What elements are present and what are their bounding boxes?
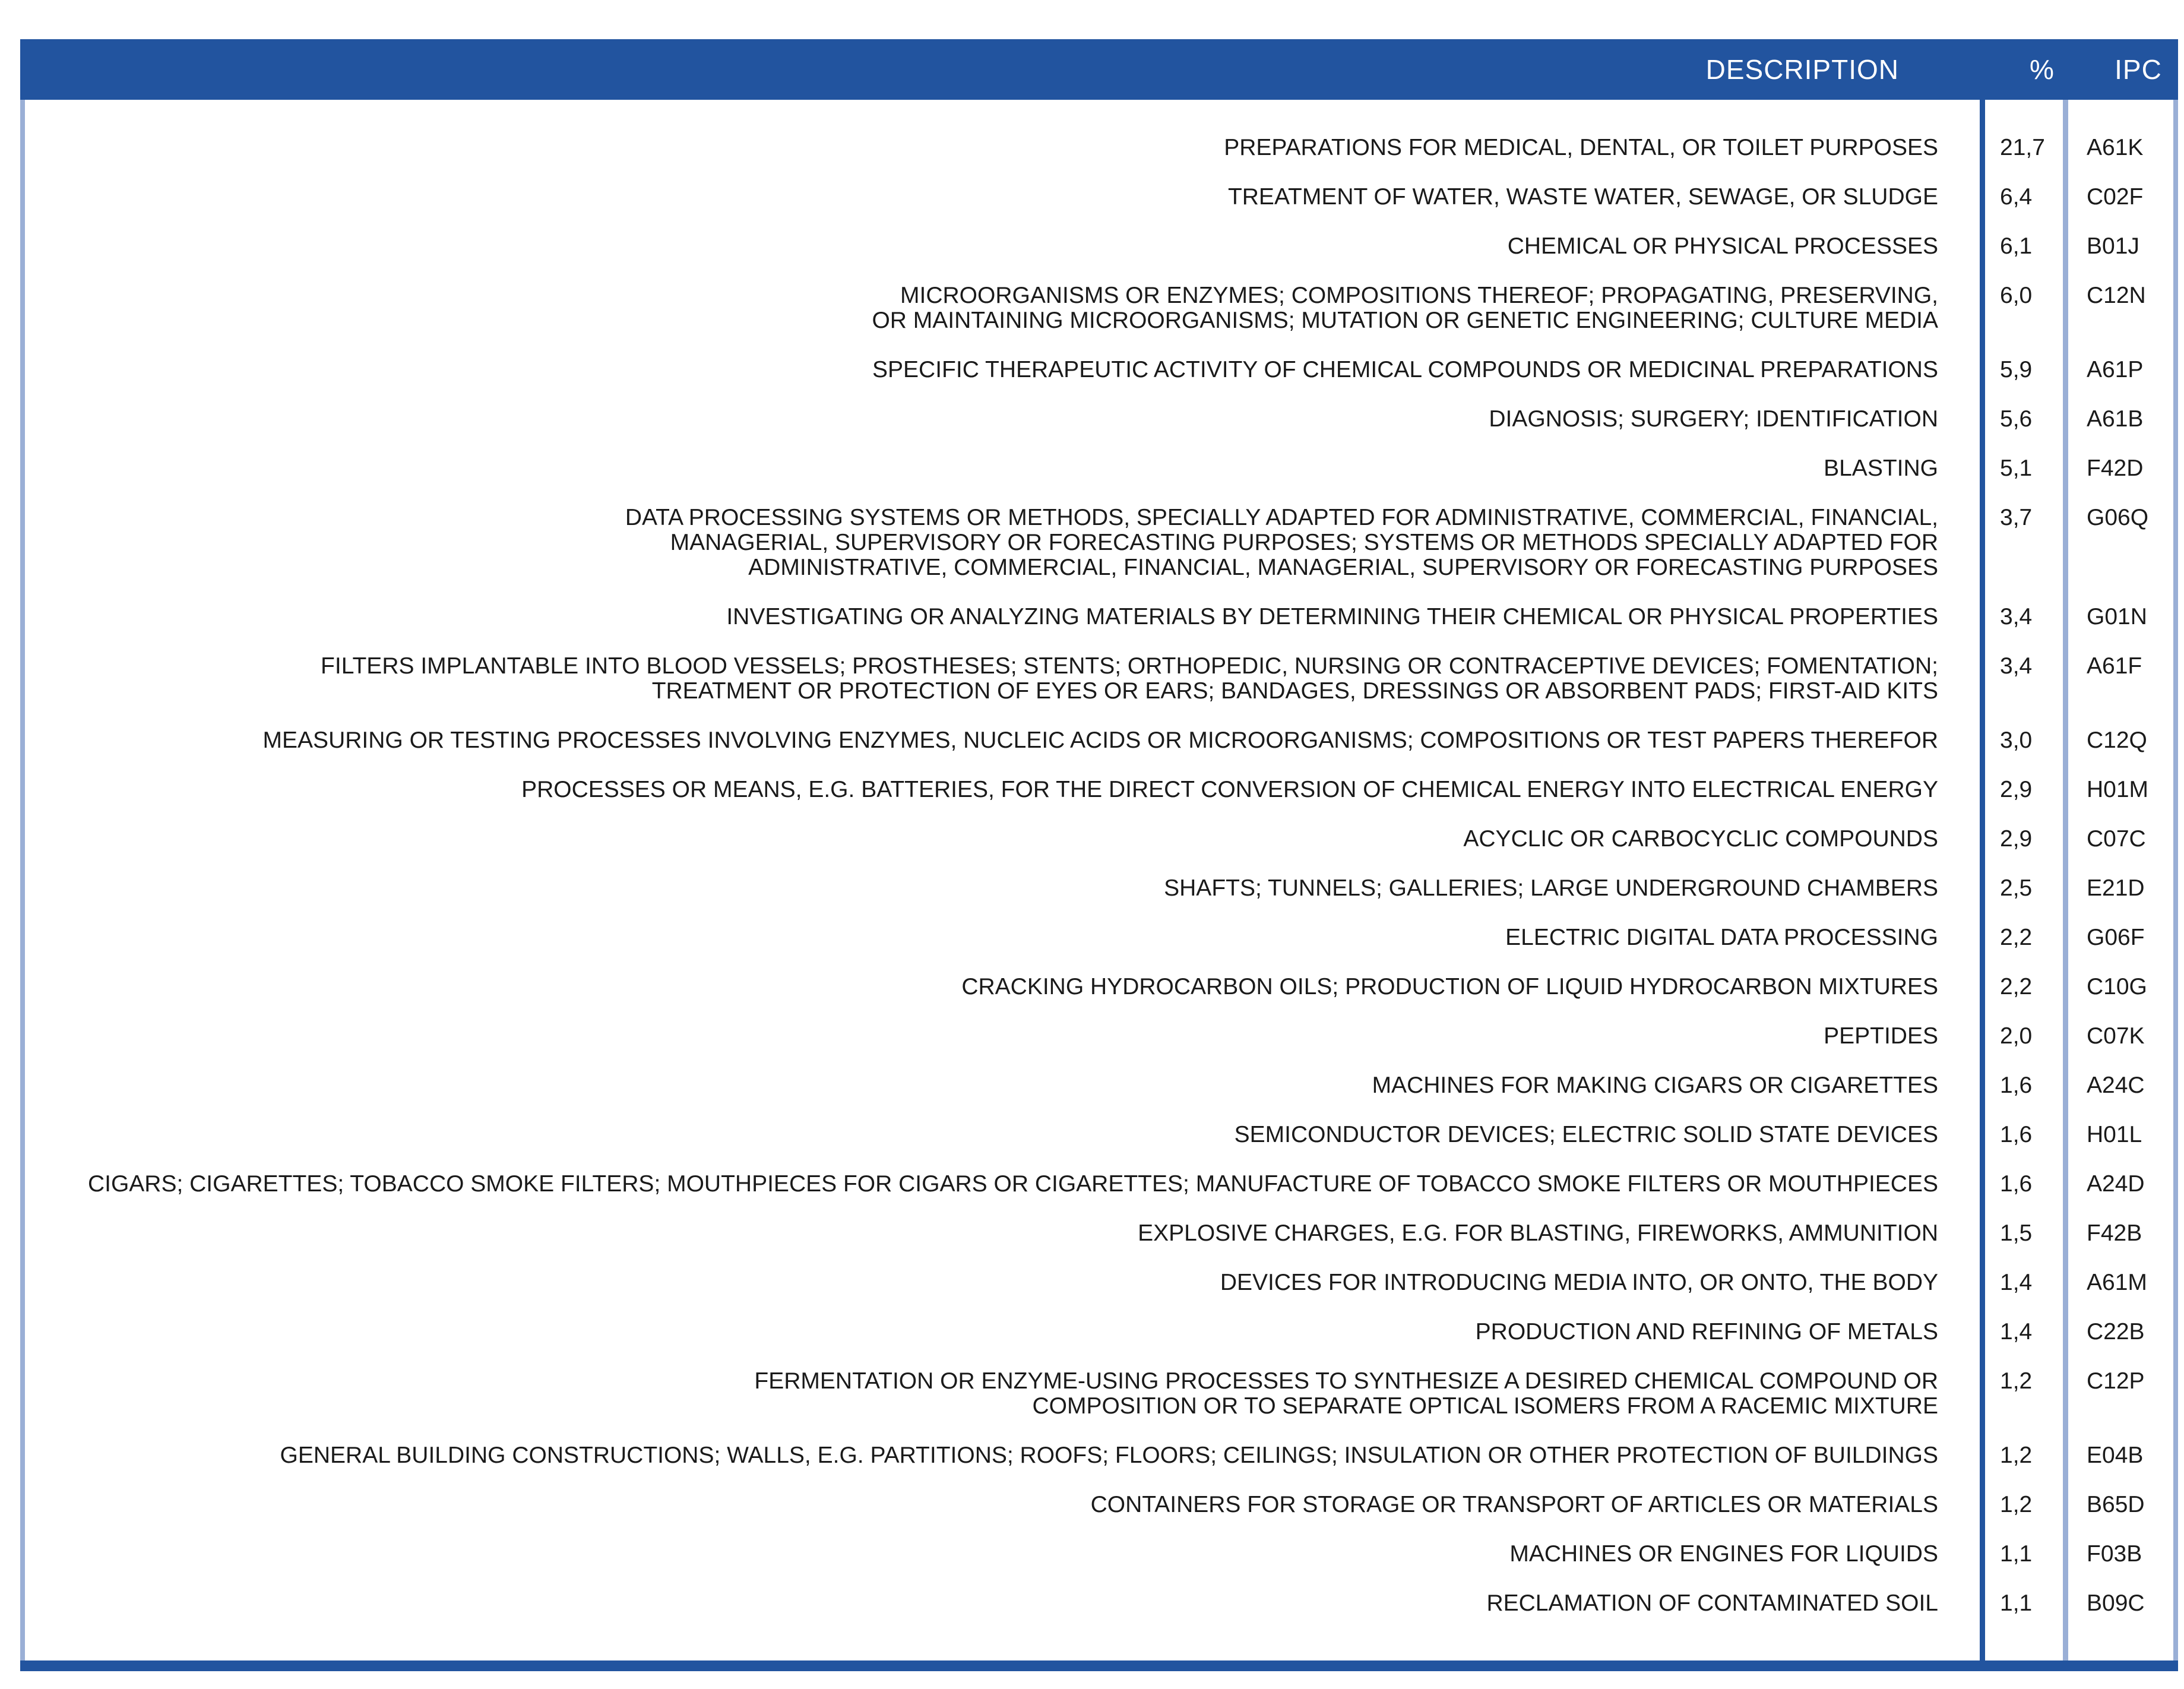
row-description: [20, 283, 1938, 333]
table-row: [20, 925, 2178, 950]
row-percent: 6,1: [2000, 233, 2033, 259]
row-description: [20, 1122, 1938, 1147]
description-line: GENERAL BUILDING CONSTRUCTIONS; WALLS, E.G. PARTITIONS; ROOFS; FLOORS; CEILINGS; INSULATION OR OTHER PROTECTION OF BUILDINGS: [280, 1443, 1938, 1468]
row-percent: 2,5: [2000, 875, 2033, 901]
row-description: [20, 1320, 1938, 1345]
row-description: [20, 1073, 1938, 1098]
row-ipc-code: E21D: [2087, 875, 2145, 901]
row-ipc-code: B09C: [2087, 1590, 2145, 1616]
row-description: [20, 456, 1938, 481]
description-line: CHEMICAL OR PHYSICAL PROCESSES: [1507, 233, 1938, 259]
description-line: PROCESSES OR MEANS, E.G. BATTERIES, FOR THE DIRECT CONVERSION OF CHEMICAL ENERGY INTO ELECTRICAL ENERGY: [521, 777, 1938, 802]
row-description: [20, 1542, 1938, 1567]
table-row: [20, 654, 2178, 704]
row-description: [20, 234, 1938, 259]
row-ipc-code: A61K: [2087, 135, 2144, 160]
row-percent: 2,9: [2000, 826, 2033, 852]
description-line: FERMENTATION OR ENZYME-USING PROCESSES TO SYNTHESIZE A DESIRED CHEMICAL COMPOUND OR: [754, 1368, 1938, 1394]
row-ipc-code: G06Q: [2087, 505, 2149, 530]
description-line: PRODUCTION AND REFINING OF METALS: [1475, 1319, 1938, 1345]
table-row: [20, 456, 2178, 481]
row-percent: 6,0: [2000, 283, 2033, 308]
row-percent: 5,9: [2000, 357, 2033, 382]
row-ipc-code: A24C: [2087, 1073, 2145, 1098]
row-ipc-code: A61F: [2087, 653, 2142, 679]
table-row: [20, 1542, 2178, 1567]
description-line: RECLAMATION OF CONTAMINATED SOIL: [1486, 1590, 1938, 1616]
table-row: [20, 1369, 2178, 1419]
description-line: CIGARS; CIGARETTES; TOBACCO SMOKE FILTERS; MOUTHPIECES FOR CIGARS OR CIGARETTES; MANUFACTURE OF TOBACCO SMOKE FILTERS OR MOUTHPIECES: [87, 1171, 1938, 1197]
description-line: BLASTING: [1824, 456, 1938, 481]
row-description: [20, 505, 1938, 580]
row-ipc-code: A61P: [2087, 357, 2144, 382]
row-percent: 3,7: [2000, 505, 2033, 530]
table-row: [20, 975, 2178, 1000]
description-line: SHAFTS; TUNNELS; GALLERIES; LARGE UNDERGROUND CHAMBERS: [1164, 875, 1938, 901]
row-ipc-code: C07K: [2087, 1023, 2145, 1049]
row-description: [20, 925, 1938, 950]
row-ipc-code: E04B: [2087, 1443, 2144, 1468]
row-description: [20, 654, 1938, 704]
description-line: EXPLOSIVE CHARGES, E.G. FOR BLASTING, FIREWORKS, AMMUNITION: [1138, 1220, 1938, 1246]
row-percent: 1,6: [2000, 1073, 2033, 1098]
table-row: [20, 505, 2178, 580]
row-ipc-code: A61M: [2087, 1270, 2147, 1295]
row-ipc-code: B65D: [2087, 1492, 2145, 1517]
row-description: [20, 1591, 1938, 1616]
description-line: ADMINISTRATIVE, COMMERCIAL, FINANCIAL, MANAGERIAL, SUPERVISORY OR FORECASTING PURPOSES: [748, 555, 1938, 580]
table-row: [20, 777, 2178, 802]
table-row: [20, 728, 2178, 753]
row-description: [20, 876, 1938, 901]
row-description: [20, 1024, 1938, 1049]
description-line: TREATMENT OF WATER, WASTE WATER, SEWAGE, OR SLUDGE: [1227, 184, 1938, 210]
row-ipc-code: A24D: [2087, 1171, 2145, 1197]
description-line: TREATMENT OR PROTECTION OF EYES OR EARS; BANDAGES, DRESSINGS OR ABSORBENT PADS; FIRST-AID KITS: [651, 678, 1938, 704]
description-line: CRACKING HYDROCARBON OILS; PRODUCTION OF LIQUID HYDROCARBON MIXTURES: [961, 974, 1938, 1000]
row-percent: 5,6: [2000, 406, 2033, 432]
row-ipc-code: C22B: [2087, 1319, 2145, 1345]
table-row: [20, 407, 2178, 432]
description-line: COMPOSITION OR TO SEPARATE OPTICAL ISOMERS FROM A RACEMIC MIXTURE: [1032, 1393, 1938, 1419]
row-description: [20, 1172, 1938, 1197]
row-percent: 3,4: [2000, 653, 2033, 679]
row-ipc-code: F42D: [2087, 456, 2144, 481]
row-percent: 1,5: [2000, 1220, 2033, 1246]
row-ipc-code: C07C: [2087, 826, 2146, 852]
description-line: MANAGERIAL, SUPERVISORY OR FORECASTING PURPOSES; SYSTEMS OR METHODS SPECIALLY ADAPTED FOR: [670, 530, 1938, 555]
row-percent: 1,6: [2000, 1122, 2033, 1147]
description-line: PEPTIDES: [1824, 1023, 1938, 1049]
table-row: [20, 1221, 2178, 1246]
table-row: [20, 1443, 2178, 1468]
row-ipc-code: C12Q: [2087, 728, 2147, 753]
table-body: [20, 135, 2178, 1640]
row-percent: 21,7: [2000, 135, 2045, 160]
row-percent: 2,0: [2000, 1023, 2033, 1049]
row-percent: 1,1: [2000, 1541, 2033, 1567]
row-description: [20, 728, 1938, 753]
table-row: [20, 1270, 2178, 1295]
row-description: [20, 975, 1938, 1000]
description-line: OR MAINTAINING MICROORGANISMS; MUTATION OR GENETIC ENGINEERING; CULTURE MEDIA: [872, 308, 1938, 333]
row-percent: 1,4: [2000, 1319, 2033, 1345]
row-percent: 1,2: [2000, 1492, 2033, 1517]
row-percent: 1,4: [2000, 1270, 2033, 1295]
row-ipc-code: F42B: [2087, 1220, 2142, 1246]
row-ipc-code: F03B: [2087, 1541, 2142, 1567]
table-row: [20, 185, 2178, 210]
table-row: [20, 605, 2178, 630]
description-line: MICROORGANISMS OR ENZYMES; COMPOSITIONS THEREOF; PROPAGATING, PRESERVING,: [900, 283, 1938, 308]
row-description: [20, 407, 1938, 432]
row-ipc-code: G01N: [2087, 604, 2147, 630]
row-percent: 3,0: [2000, 728, 2033, 753]
table-row: [20, 827, 2178, 852]
table-row: [20, 1320, 2178, 1345]
description-line: ELECTRIC DIGITAL DATA PROCESSING: [1505, 925, 1938, 950]
table-row: [20, 283, 2178, 333]
row-description: [20, 185, 1938, 210]
header-percent: %: [2030, 54, 2055, 85]
row-description: [20, 1443, 1938, 1468]
description-line: DIAGNOSIS; SURGERY; IDENTIFICATION: [1489, 406, 1938, 432]
row-description: [20, 827, 1938, 852]
row-description: [20, 605, 1938, 630]
description-line: MACHINES FOR MAKING CIGARS OR CIGARETTES: [1372, 1073, 1938, 1098]
row-percent: 6,4: [2000, 184, 2033, 210]
row-percent: 3,4: [2000, 604, 2033, 630]
description-line: CONTAINERS FOR STORAGE OR TRANSPORT OF ARTICLES OR MATERIALS: [1090, 1492, 1938, 1517]
table-row: [20, 135, 2178, 160]
table-row: [20, 358, 2178, 382]
description-line: PREPARATIONS FOR MEDICAL, DENTAL, OR TOILET PURPOSES: [1224, 135, 1938, 160]
row-ipc-code: B01J: [2087, 233, 2139, 259]
row-description: [20, 135, 1938, 160]
row-percent: 2,2: [2000, 925, 2033, 950]
row-ipc-code: C02F: [2087, 184, 2144, 210]
row-percent: 1,2: [2000, 1368, 2033, 1394]
table-row: [20, 1172, 2178, 1197]
row-ipc-code: H01L: [2087, 1122, 2142, 1147]
table-row: [20, 1122, 2178, 1147]
row-percent: 2,9: [2000, 777, 2033, 802]
table-row: [20, 1492, 2178, 1517]
table-row: [20, 234, 2178, 259]
description-line: FILTERS IMPLANTABLE INTO BLOOD VESSELS; PROSTHESES; STENTS; ORTHOPEDIC, NURSING OR CONTRACEPTIVE DEVICES; FOMENTATION;: [321, 653, 1938, 679]
table-row: [20, 1024, 2178, 1049]
row-description: [20, 1221, 1938, 1246]
table-row: [20, 876, 2178, 901]
description-line: MEASURING OR TESTING PROCESSES INVOLVING ENZYMES, NUCLEIC ACIDS OR MICROORGANISMS; COMPOSITIONS OR TEST PAPERS THEREFOR: [262, 728, 1938, 753]
table-row: [20, 1591, 2178, 1616]
row-description: [20, 1492, 1938, 1517]
row-ipc-code: G06F: [2087, 925, 2145, 950]
row-ipc-code: H01M: [2087, 777, 2149, 802]
row-percent: 2,2: [2000, 974, 2033, 1000]
row-description: [20, 1369, 1938, 1419]
description-line: DATA PROCESSING SYSTEMS OR METHODS, SPECIALLY ADAPTED FOR ADMINISTRATIVE, COMMERCIAL, FINANCIAL,: [625, 505, 1938, 530]
table-header: [20, 39, 2178, 100]
description-line: INVESTIGATING OR ANALYZING MATERIALS BY DETERMINING THEIR CHEMICAL OR PHYSICAL PROPERTIES: [726, 604, 1938, 630]
description-line: ACYCLIC OR CARBOCYCLIC COMPOUNDS: [1463, 826, 1938, 852]
row-ipc-code: C10G: [2087, 974, 2147, 1000]
description-line: MACHINES OR ENGINES FOR LIQUIDS: [1509, 1541, 1938, 1567]
row-percent: 1,6: [2000, 1171, 2033, 1197]
table-footer-bar: [20, 1660, 2178, 1671]
row-percent: 1,1: [2000, 1590, 2033, 1616]
row-percent: 5,1: [2000, 456, 2033, 481]
ipc-table: [20, 39, 2178, 1676]
row-description: [20, 1270, 1938, 1295]
row-description: [20, 777, 1938, 802]
row-ipc-code: C12N: [2087, 283, 2146, 308]
table-row: [20, 1073, 2178, 1098]
row-description: [20, 358, 1938, 382]
row-percent: 1,2: [2000, 1443, 2033, 1468]
header-description: DESCRIPTION: [1705, 54, 1899, 85]
description-line: DEVICES FOR INTRODUCING MEDIA INTO, OR ONTO, THE BODY: [1220, 1270, 1938, 1295]
row-ipc-code: A61B: [2087, 406, 2144, 432]
description-line: SEMICONDUCTOR DEVICES; ELECTRIC SOLID STATE DEVICES: [1234, 1122, 1938, 1147]
description-line: SPECIFIC THERAPEUTIC ACTIVITY OF CHEMICAL COMPOUNDS OR MEDICINAL PREPARATIONS: [872, 357, 1938, 382]
header-ipc: IPC: [2115, 54, 2162, 85]
row-ipc-code: C12P: [2087, 1368, 2145, 1394]
